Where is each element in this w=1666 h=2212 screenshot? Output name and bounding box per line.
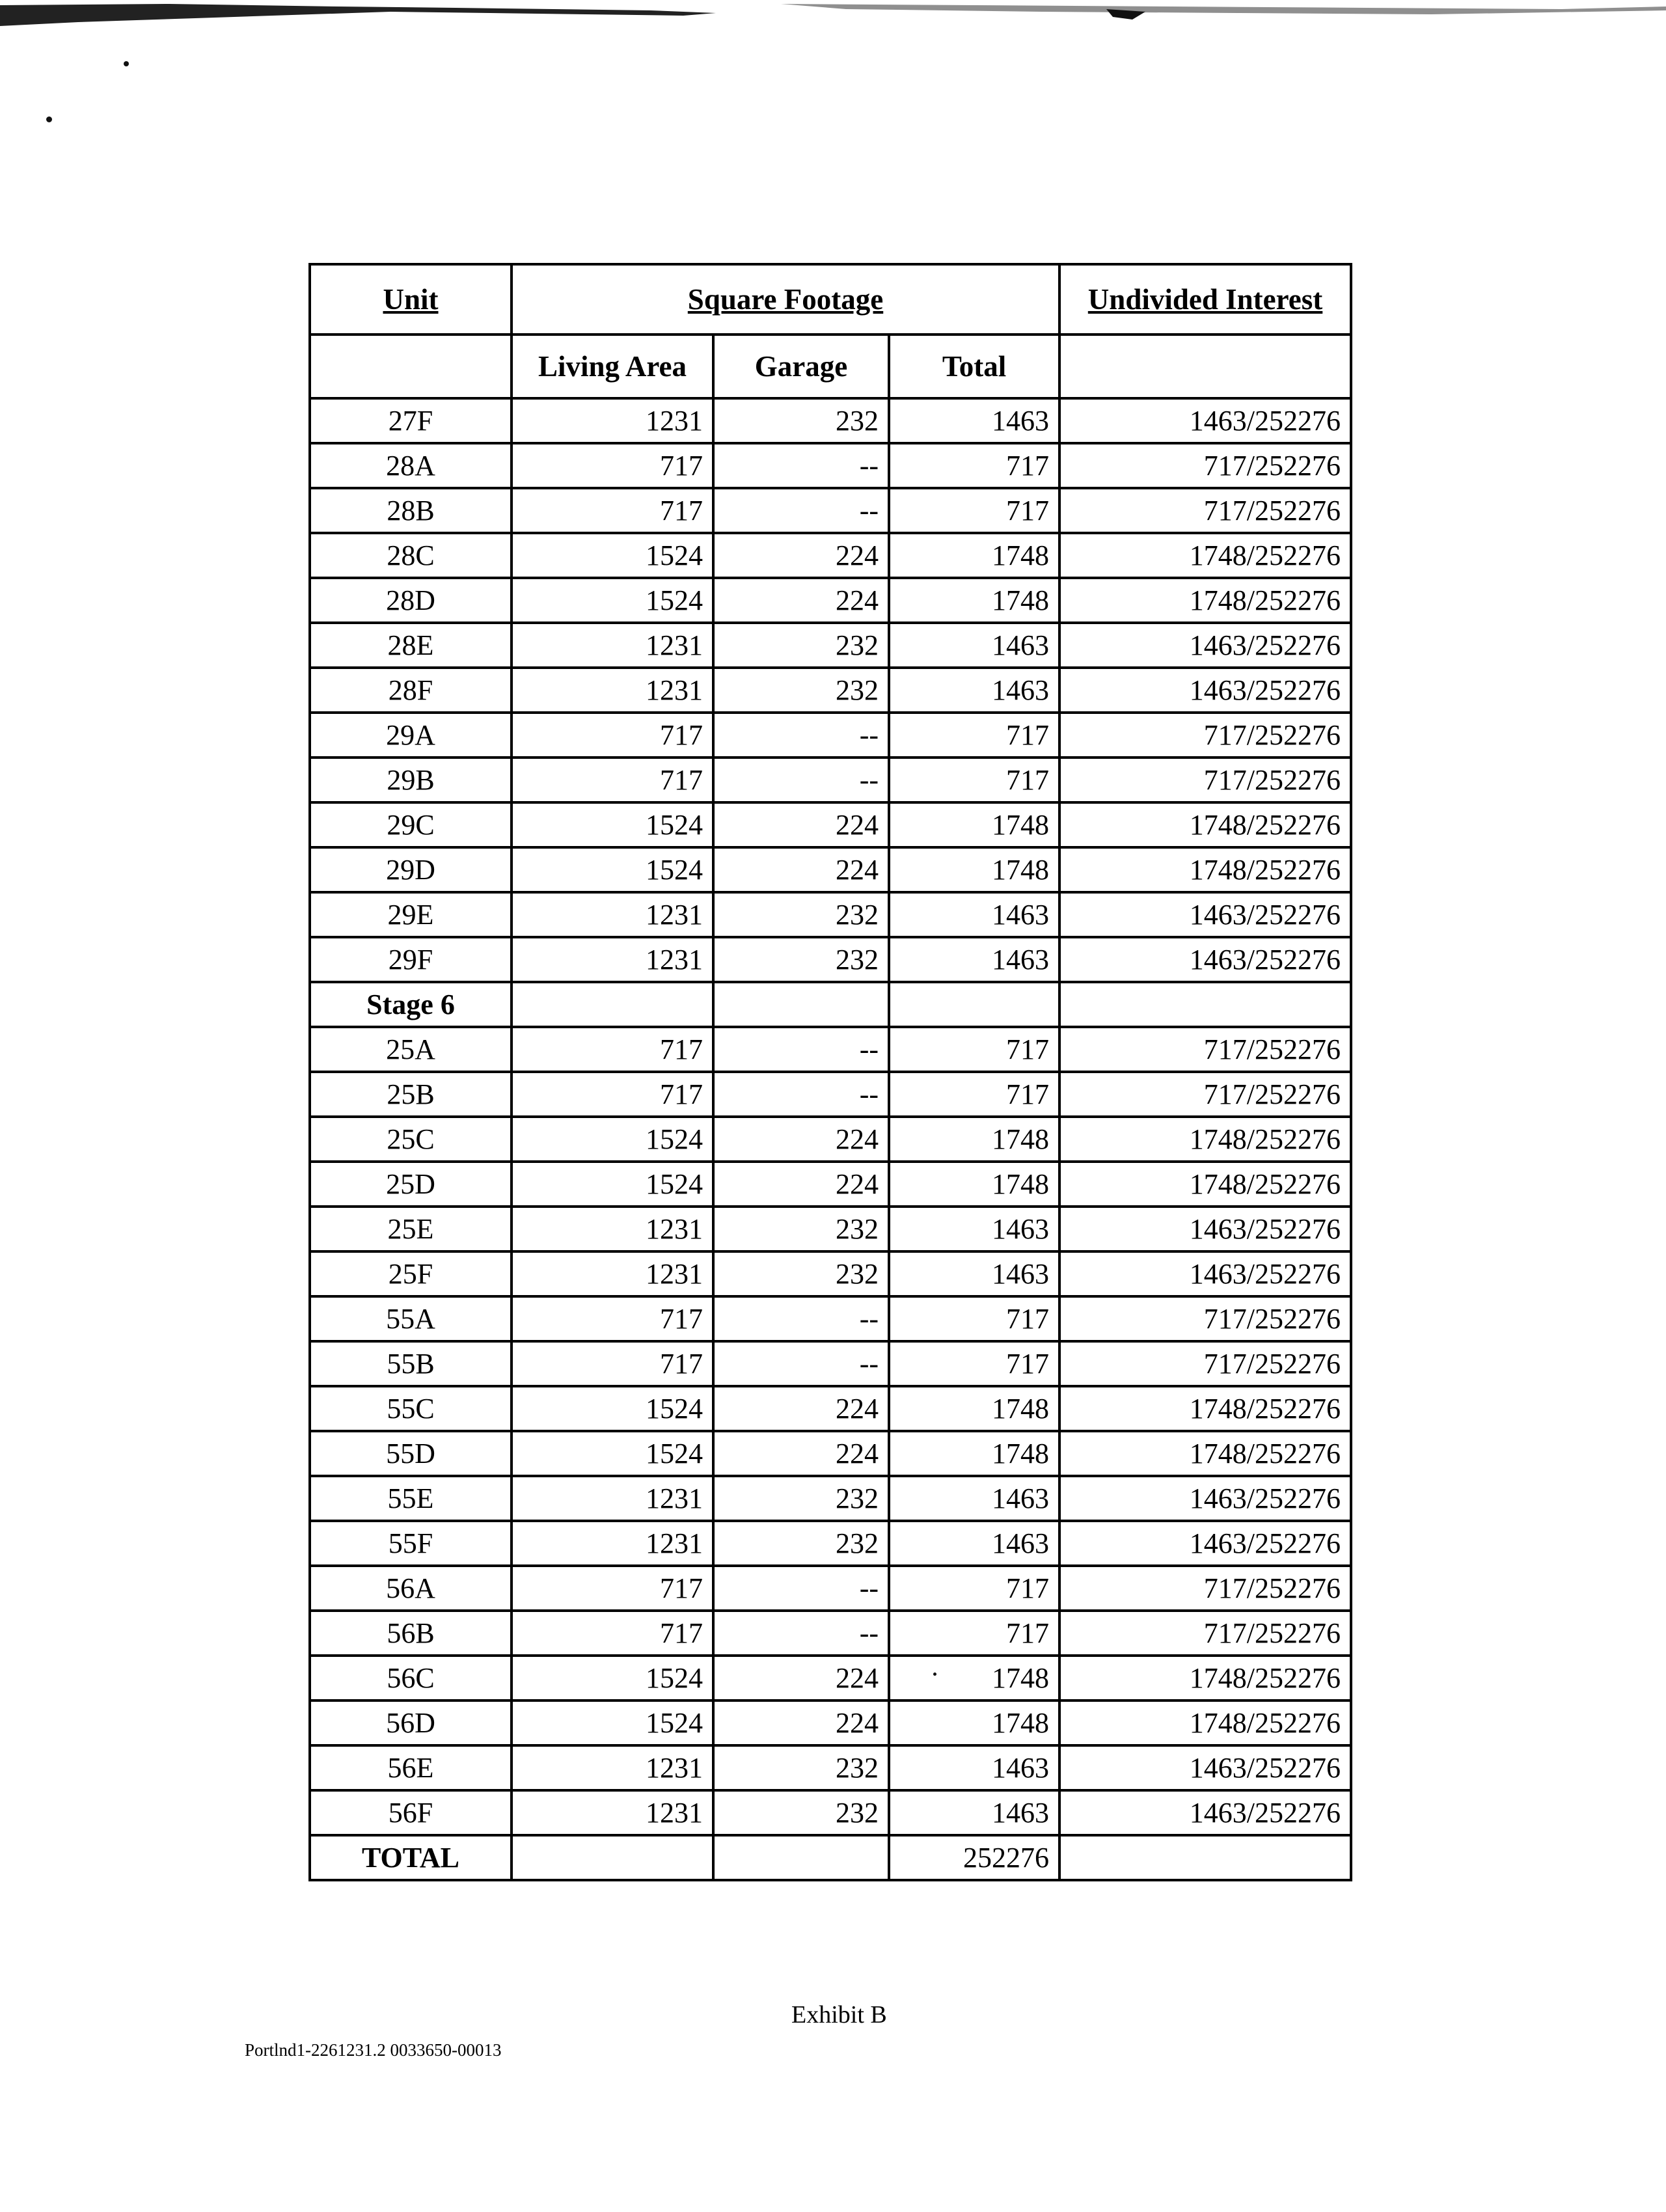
total-cell: 1463 xyxy=(889,398,1059,443)
table-row xyxy=(310,578,1351,623)
unit-cell: 27F xyxy=(310,398,512,443)
total-cell: 717 xyxy=(889,1341,1059,1386)
garage-header: Garage xyxy=(713,335,889,398)
living-area-cell: 1524 xyxy=(512,1117,713,1162)
table-row xyxy=(310,713,1351,758)
empty-cell xyxy=(310,335,512,398)
empty-cell xyxy=(512,1835,713,1880)
unit-cell: 29E xyxy=(310,892,512,937)
living-area-cell: 1231 xyxy=(512,1207,713,1251)
garage-cell: -- xyxy=(713,1296,889,1341)
total-cell xyxy=(889,982,1059,1027)
table-row xyxy=(310,668,1351,713)
garage-cell: 232 xyxy=(713,1521,889,1566)
total-cell: 1463 xyxy=(889,1251,1059,1296)
living-area-cell: 717 xyxy=(512,1341,713,1386)
undivided-interest-cell: 1463/252276 xyxy=(1059,1207,1351,1251)
living-area-cell: 1231 xyxy=(512,937,713,982)
total-cell: 1463 xyxy=(889,1476,1059,1521)
table-row xyxy=(310,533,1351,578)
garage-cell: 224 xyxy=(713,1431,889,1476)
garage-cell: 224 xyxy=(713,1656,889,1700)
garage-cell: 232 xyxy=(713,1476,889,1521)
garage-cell: -- xyxy=(713,1027,889,1072)
exhibit-label: Exhibit B xyxy=(791,2001,887,2028)
living-area-cell: 1524 xyxy=(512,533,713,578)
living-area-cell: 717 xyxy=(512,443,713,488)
unit-cell: 29C xyxy=(310,802,512,847)
total-cell: 1748 xyxy=(889,1656,1059,1700)
undivided-interest-cell: 1748/252276 xyxy=(1059,847,1351,892)
living-area-cell: 717 xyxy=(512,488,713,533)
unit-cell: 56B xyxy=(310,1611,512,1656)
undivided-interest-cell: 717/252276 xyxy=(1059,713,1351,758)
undivided-interest-cell: 1463/252276 xyxy=(1059,892,1351,937)
total-cell: 717 xyxy=(889,1296,1059,1341)
table-row xyxy=(310,1700,1351,1745)
undivided-interest-cell: 1463/252276 xyxy=(1059,937,1351,982)
undivided-interest-cell: 717/252276 xyxy=(1059,1072,1351,1117)
living-area-cell: 717 xyxy=(512,1072,713,1117)
undivided-interest-cell: 1748/252276 xyxy=(1059,802,1351,847)
unit-header: Unit xyxy=(310,264,512,335)
garage-cell: 224 xyxy=(713,847,889,892)
unit-cell: 56D xyxy=(310,1700,512,1745)
undivided-interest-cell: 1463/252276 xyxy=(1059,1745,1351,1790)
total-label: TOTAL xyxy=(310,1835,512,1880)
stage-row xyxy=(310,982,1351,1027)
table-row xyxy=(310,1790,1351,1835)
unit-cell: 28C xyxy=(310,533,512,578)
unit-cell: 28E xyxy=(310,623,512,668)
table-row xyxy=(310,1027,1351,1072)
garage-cell: 232 xyxy=(713,623,889,668)
undivided-interest-cell: 717/252276 xyxy=(1059,1611,1351,1656)
total-cell: 717 xyxy=(889,1611,1059,1656)
unit-cell: 28D xyxy=(310,578,512,623)
garage-cell: 232 xyxy=(713,1251,889,1296)
total-cell: 717 xyxy=(889,758,1059,802)
living-area-cell: 1524 xyxy=(512,847,713,892)
undivided-interest-cell: 717/252276 xyxy=(1059,1341,1351,1386)
living-area-cell: 717 xyxy=(512,1611,713,1656)
scan-speck xyxy=(124,61,129,66)
header-row-primary xyxy=(310,264,1351,335)
garage-cell: 224 xyxy=(713,1162,889,1207)
empty-cell xyxy=(1059,335,1351,398)
undivided-interest-cell: 1748/252276 xyxy=(1059,1431,1351,1476)
table-row xyxy=(310,1162,1351,1207)
unit-cell: 56C xyxy=(310,1656,512,1700)
square-footage-header: Square Footage xyxy=(512,264,1059,335)
living-area-cell: 717 xyxy=(512,1566,713,1611)
total-cell: 1463 xyxy=(889,1790,1059,1835)
table-row xyxy=(310,1745,1351,1790)
undivided-interest-cell: 1748/252276 xyxy=(1059,1386,1351,1431)
total-cell: 1463 xyxy=(889,892,1059,937)
garage-cell: -- xyxy=(713,713,889,758)
total-cell: 1748 xyxy=(889,1162,1059,1207)
undivided-interest-cell: 1748/252276 xyxy=(1059,1162,1351,1207)
garage-cell: -- xyxy=(713,1341,889,1386)
table-row xyxy=(310,1251,1351,1296)
unit-cell: 29F xyxy=(310,937,512,982)
living-area-cell: 717 xyxy=(512,713,713,758)
total-cell: 1748 xyxy=(889,1700,1059,1745)
total-cell: 717 xyxy=(889,1027,1059,1072)
living-area-cell: 1524 xyxy=(512,1431,713,1476)
living-area-cell: 1524 xyxy=(512,802,713,847)
table-row xyxy=(310,1207,1351,1251)
undivided-interest-cell: 717/252276 xyxy=(1059,443,1351,488)
table-row xyxy=(310,443,1351,488)
living-area-cell xyxy=(512,982,713,1027)
table-row xyxy=(310,1476,1351,1521)
table-row xyxy=(310,1296,1351,1341)
unit-cell: 55B xyxy=(310,1341,512,1386)
garage-cell: 232 xyxy=(713,892,889,937)
undivided-interest-header: Undivided Interest xyxy=(1059,264,1351,335)
unit-cell: 56F xyxy=(310,1790,512,1835)
living-area-cell: 1524 xyxy=(512,1162,713,1207)
unit-cell: 55C xyxy=(310,1386,512,1431)
undivided-interest-cell: 1463/252276 xyxy=(1059,398,1351,443)
living-area-cell: 1524 xyxy=(512,578,713,623)
undivided-interest-cell: 1463/252276 xyxy=(1059,1476,1351,1521)
total-cell: 1463 xyxy=(889,623,1059,668)
document-reference: Portlnd1-2261231.2 0033650-00013 xyxy=(245,2040,502,2060)
table-row xyxy=(310,1117,1351,1162)
table-row xyxy=(310,1431,1351,1476)
table-body xyxy=(310,264,1351,1880)
unit-cell: 25E xyxy=(310,1207,512,1251)
grand-total-value: 252276 xyxy=(889,1835,1059,1880)
total-row xyxy=(310,1835,1351,1880)
total-cell: 717 xyxy=(889,713,1059,758)
garage-cell: 224 xyxy=(713,1700,889,1745)
total-cell: 1463 xyxy=(889,668,1059,713)
total-cell: 1463 xyxy=(889,1207,1059,1251)
unit-cell: 29B xyxy=(310,758,512,802)
total-cell: 1463 xyxy=(889,1745,1059,1790)
total-cell: 1463 xyxy=(889,937,1059,982)
table-row xyxy=(310,398,1351,443)
table-row xyxy=(310,802,1351,847)
unit-cell: 55D xyxy=(310,1431,512,1476)
table-row xyxy=(310,1656,1351,1700)
garage-cell: 232 xyxy=(713,937,889,982)
living-area-cell: 1231 xyxy=(512,1521,713,1566)
table-row xyxy=(310,1341,1351,1386)
unit-cell: 25D xyxy=(310,1162,512,1207)
table-row xyxy=(310,937,1351,982)
unit-cell: 56E xyxy=(310,1745,512,1790)
unit-cell: 28B xyxy=(310,488,512,533)
garage-cell: 224 xyxy=(713,802,889,847)
garage-cell: 224 xyxy=(713,1117,889,1162)
total-cell: 1748 xyxy=(889,1386,1059,1431)
total-cell: 717 xyxy=(889,443,1059,488)
undivided-interest-cell xyxy=(1059,982,1351,1027)
table-row xyxy=(310,1072,1351,1117)
garage-cell: 224 xyxy=(713,578,889,623)
living-area-cell: 1524 xyxy=(512,1700,713,1745)
garage-cell: 232 xyxy=(713,398,889,443)
living-area-cell: 1231 xyxy=(512,398,713,443)
table-row xyxy=(310,1566,1351,1611)
undivided-interest-cell: 1463/252276 xyxy=(1059,623,1351,668)
undivided-interest-cell: 1463/252276 xyxy=(1059,668,1351,713)
garage-cell: 232 xyxy=(713,1745,889,1790)
unit-cell: 29D xyxy=(310,847,512,892)
living-area-cell: 1231 xyxy=(512,668,713,713)
scan-speck xyxy=(46,116,52,122)
total-cell: 717 xyxy=(889,488,1059,533)
undivided-interest-cell: 1463/252276 xyxy=(1059,1790,1351,1835)
garage-cell: 232 xyxy=(713,668,889,713)
undivided-interest-cell: 717/252276 xyxy=(1059,1027,1351,1072)
table-row xyxy=(310,1386,1351,1431)
undivided-interest-cell: 1748/252276 xyxy=(1059,1700,1351,1745)
garage-cell: -- xyxy=(713,1566,889,1611)
garage-cell: 224 xyxy=(713,533,889,578)
unit-cell: 28F xyxy=(310,668,512,713)
undivided-interest-cell: 717/252276 xyxy=(1059,488,1351,533)
living-area-cell: 717 xyxy=(512,758,713,802)
unit-cell: 29A xyxy=(310,713,512,758)
unit-cell: 25F xyxy=(310,1251,512,1296)
garage-cell: 224 xyxy=(713,1386,889,1431)
garage-cell: -- xyxy=(713,758,889,802)
total-cell: 1463 xyxy=(889,1521,1059,1566)
garage-cell: -- xyxy=(713,443,889,488)
unit-cell: 55F xyxy=(310,1521,512,1566)
unit-cell: 56A xyxy=(310,1566,512,1611)
unit-cell: 28A xyxy=(310,443,512,488)
undivided-interest-cell: 1748/252276 xyxy=(1059,1656,1351,1700)
empty-cell xyxy=(713,1835,889,1880)
undivided-interest-cell: 1748/252276 xyxy=(1059,1117,1351,1162)
garage-cell: -- xyxy=(713,1611,889,1656)
unit-cell: 25A xyxy=(310,1027,512,1072)
table-row xyxy=(310,847,1351,892)
table-row xyxy=(310,488,1351,533)
undivided-interest-cell: 1463/252276 xyxy=(1059,1251,1351,1296)
total-cell: 1748 xyxy=(889,1117,1059,1162)
living-area-cell: 1524 xyxy=(512,1656,713,1700)
living-area-cell: 1231 xyxy=(512,892,713,937)
living-area-cell: 717 xyxy=(512,1027,713,1072)
total-cell: 717 xyxy=(889,1072,1059,1117)
total-cell: 1748 xyxy=(889,847,1059,892)
living-area-cell: 717 xyxy=(512,1296,713,1341)
garage-cell xyxy=(713,982,889,1027)
undivided-interest-cell: 1748/252276 xyxy=(1059,578,1351,623)
stage-label: Stage 6 xyxy=(310,982,512,1027)
table-row xyxy=(310,1611,1351,1656)
table-row xyxy=(310,758,1351,802)
total-cell: 1748 xyxy=(889,533,1059,578)
living-area-cell: 1231 xyxy=(512,1251,713,1296)
total-header: Total xyxy=(889,335,1059,398)
undivided-interest-cell: 717/252276 xyxy=(1059,758,1351,802)
living-area-cell: 1524 xyxy=(512,1386,713,1431)
total-cell: 1748 xyxy=(889,578,1059,623)
scan-edge-artifact xyxy=(0,0,1666,26)
undivided-interest-cell: 717/252276 xyxy=(1059,1566,1351,1611)
garage-cell: 232 xyxy=(713,1790,889,1835)
living-area-cell: 1231 xyxy=(512,1476,713,1521)
undivided-interest-cell: 1463/252276 xyxy=(1059,1521,1351,1566)
garage-cell: -- xyxy=(713,488,889,533)
living-area-cell: 1231 xyxy=(512,1745,713,1790)
undivided-interest-cell: 1748/252276 xyxy=(1059,533,1351,578)
unit-cell: 25C xyxy=(310,1117,512,1162)
table-row xyxy=(310,892,1351,937)
unit-cell: 55E xyxy=(310,1476,512,1521)
total-cell: 717 xyxy=(889,1566,1059,1611)
total-cell: 1748 xyxy=(889,802,1059,847)
unit-cell: 55A xyxy=(310,1296,512,1341)
unit-cell: 25B xyxy=(310,1072,512,1117)
total-cell: 1748 xyxy=(889,1431,1059,1476)
unit-square-footage-table xyxy=(308,263,1352,1881)
header-row-secondary xyxy=(310,335,1351,398)
undivided-interest-cell: 717/252276 xyxy=(1059,1296,1351,1341)
living-area-cell: 1231 xyxy=(512,623,713,668)
living-area-cell: 1231 xyxy=(512,1790,713,1835)
table-row xyxy=(310,1521,1351,1566)
living-area-header: Living Area xyxy=(512,335,713,398)
garage-cell: -- xyxy=(713,1072,889,1117)
empty-cell xyxy=(1059,1835,1351,1880)
garage-cell: 232 xyxy=(713,1207,889,1251)
table-row xyxy=(310,623,1351,668)
